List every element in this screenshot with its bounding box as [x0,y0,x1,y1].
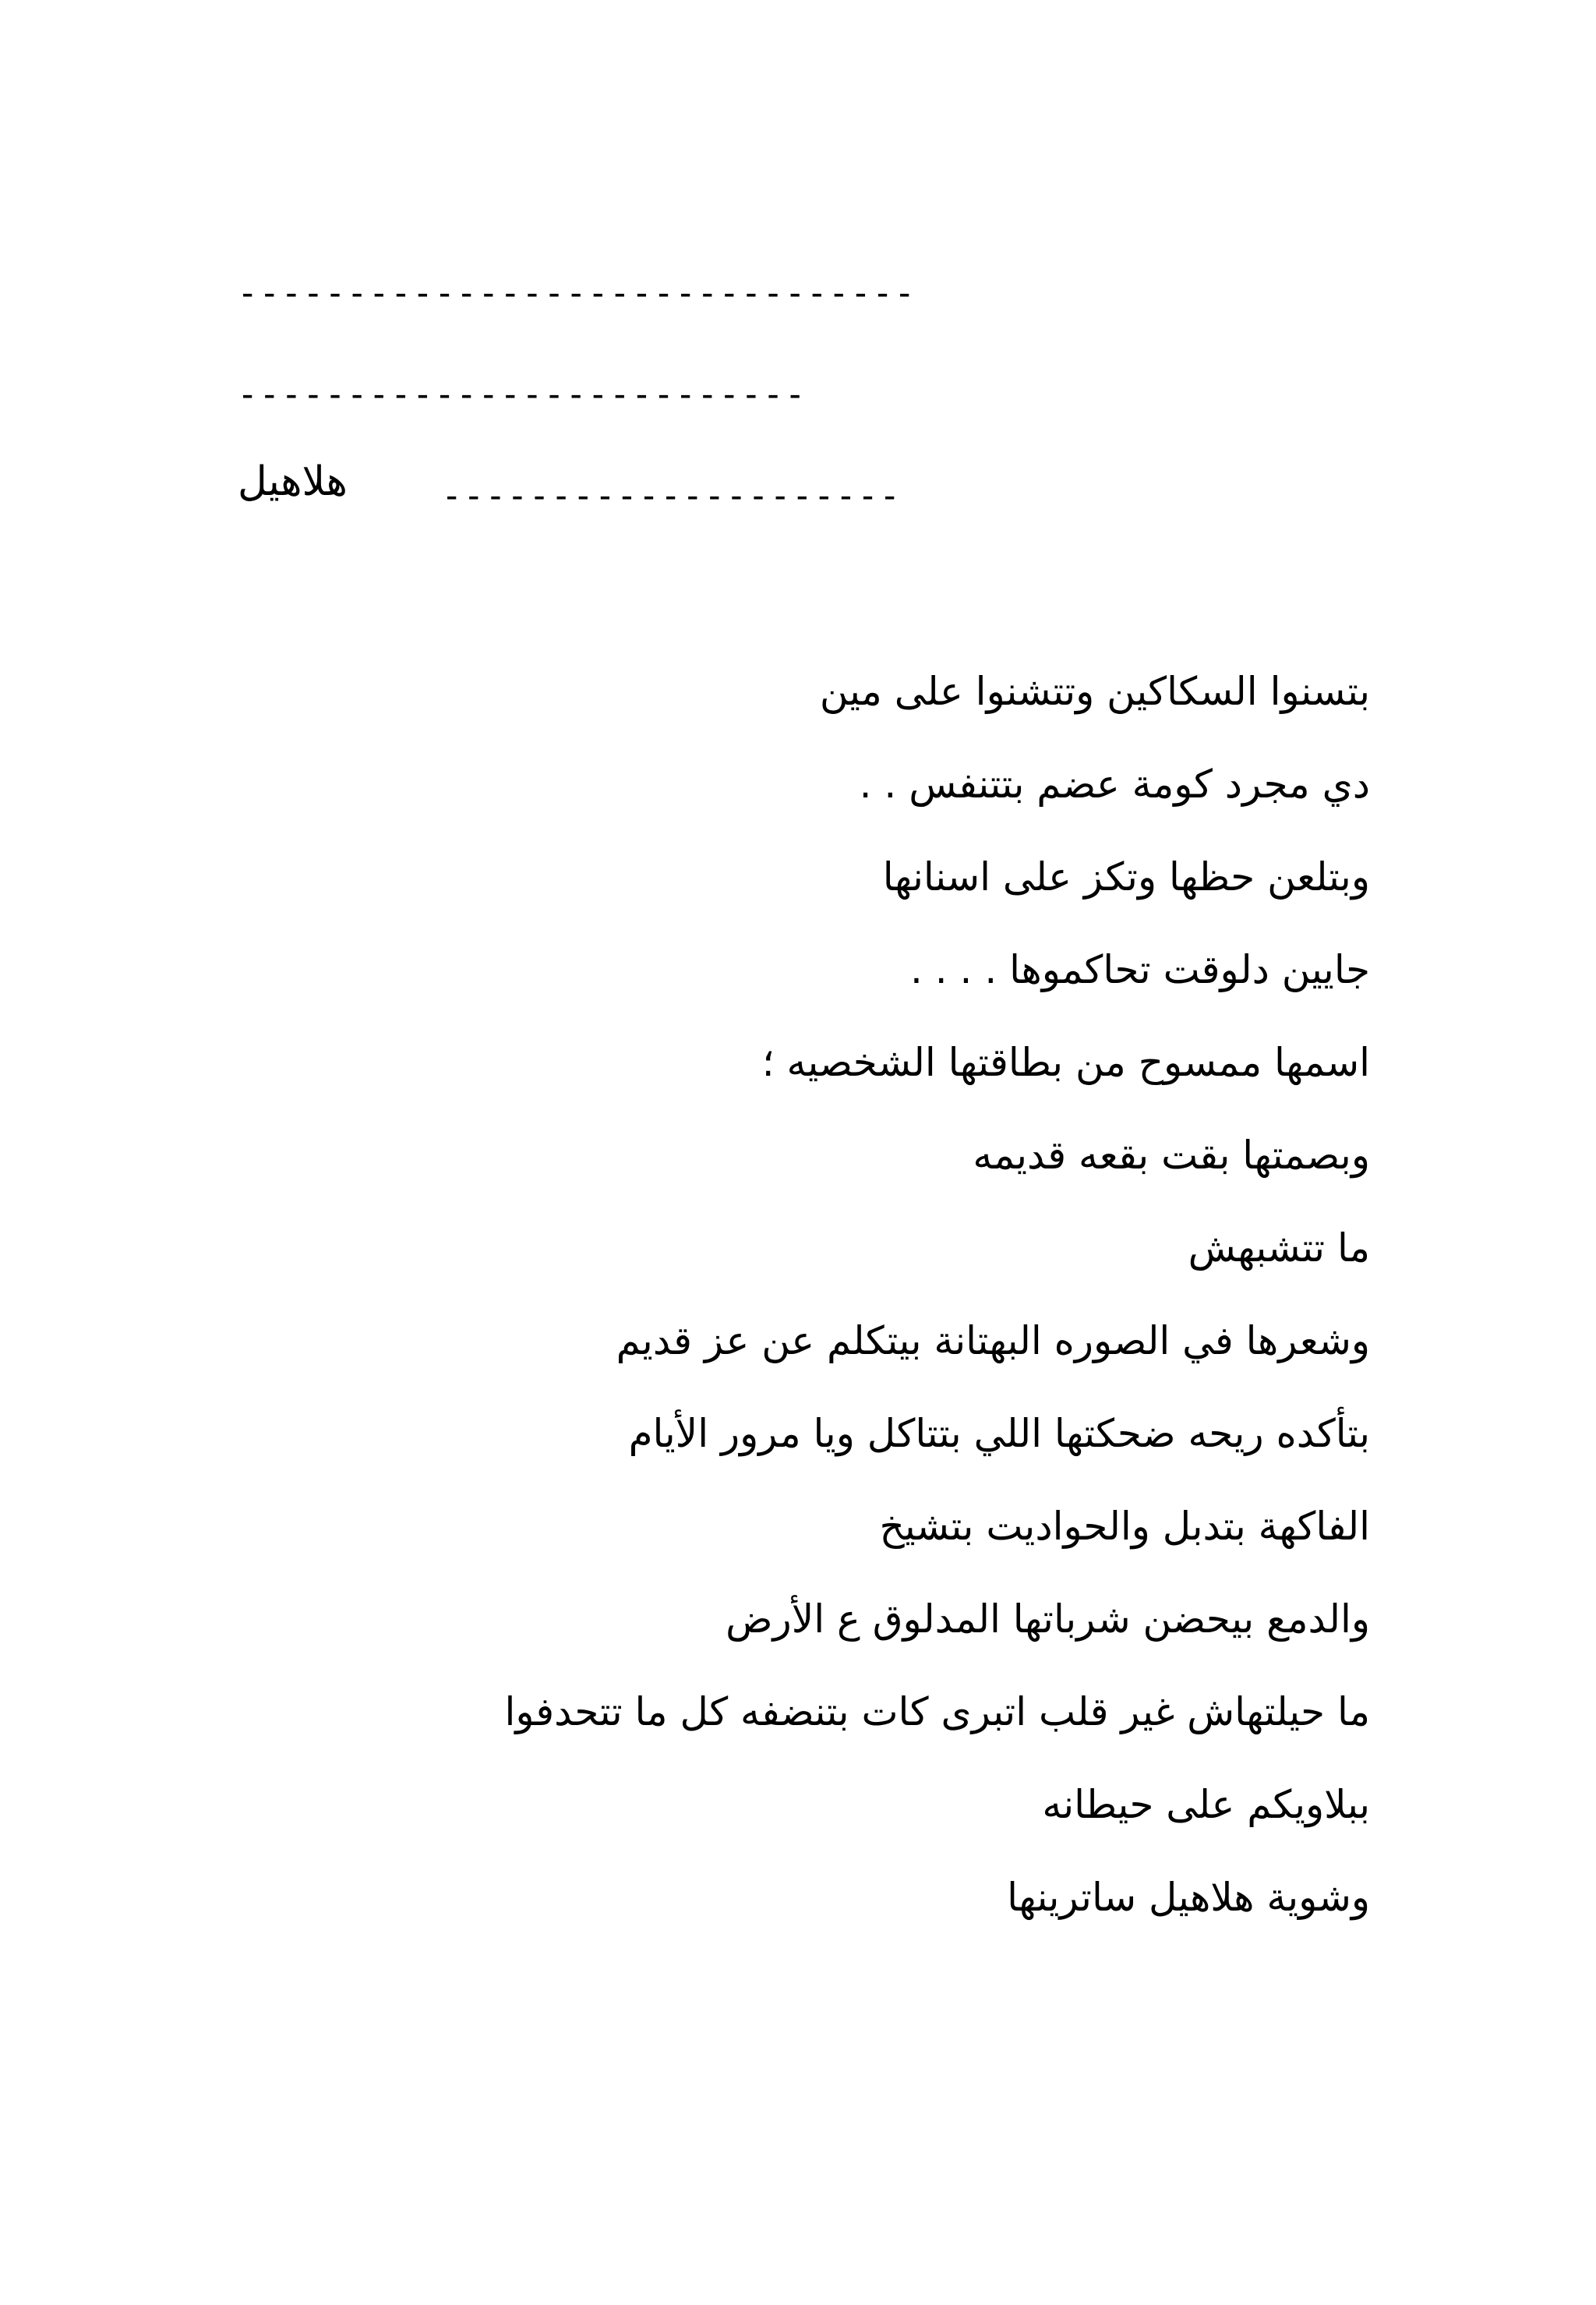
dashed-separator-line-1: - - - - - - - - - - - - - - - - - - - - - - - - - - - - - - - [242,272,911,313]
dashed-separator-line-2: - - - - - - - - - - - - - - - - - - - - - - - - - - [242,373,801,414]
poem-line-8: وشعرها في الصوره البهتانة بيتكلم عن عز قديم [616,1318,1370,1363]
poem-line-12: ما حيلتهاش غير قلب اتبرى كات بتنضفه كل ما تتحدفوا [504,1689,1370,1734]
poem-line-9: بتأكده ريحه ضحكتها اللي بتتاكل ويا مرور الأيام [628,1411,1370,1456]
poem-line-11: والدمع بيحضن شرباتها المدلوق ع الأرض [726,1596,1370,1642]
poem-title: هلاهيل [238,458,348,505]
poem-line-4: جايين دلوقت تحاكموها . . . . [909,947,1370,992]
poem-line-3: وبتلعن حظها وتكز على اسنانها [882,854,1370,900]
dashed-separator-line-3: - - - - - - - - - - - - - - - - - - - - - [446,475,896,515]
poem-line-13: ببلاويكم على حيطانه [1042,1782,1370,1827]
poem-line-10: الفاكهة بتدبل والحواديت بتشيخ [879,1504,1370,1549]
poem-line-5: اسمها ممسوح من بطاقتها الشخصيه ؛ [761,1040,1370,1085]
poem-body [201,666,1370,1965]
poem-line-6: وبصمتها بقت بقعه قديمه [973,1133,1370,1178]
poem-line-14: وشوية هلاهيل ساترينها [1007,1875,1370,1920]
poem-line-7: ما تتشبهش [1188,1225,1370,1271]
poem-line-2: دي مجرد كومة عضم بتتنفس . . [859,762,1370,807]
poem-line-1: بتسنوا السكاكين وتتشنوا على مين [819,669,1370,714]
